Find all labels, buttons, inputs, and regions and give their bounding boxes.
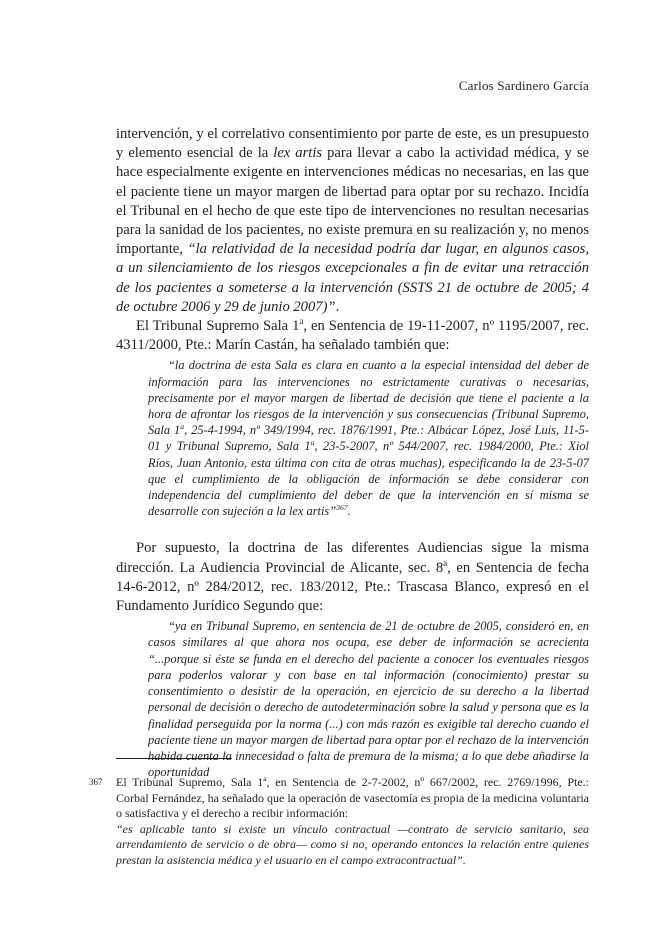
footnote-quote: “es aplicable tanto si existe un vínculo contractual —contrato de servicio sanitario, sea arrendamiento de servicio o de obra— como si no, operando entonces la relación entre quienes prestan la asistencia médica y el usuario en el campo extracontractual”. bbox=[116, 821, 589, 867]
inline-quotation: “la relatividad de la necesidad podría dar lugar, en algunos casos, a un silenciamiento de los riesgos excepcionales a fin de evitar una retracción de los pacientes a someterse a la intervención (SSTS 21 de octubre de 2005; 4 de octubre 2006 y 29 de junio 2007)” bbox=[116, 241, 589, 315]
superscript: a bbox=[299, 316, 304, 327]
text-run: , 23-5-2007, nº 544/2007, rec. 1984/2000, Pte.: Xiol Ríos, Juan Antonio, esta última con cita de otras muchas), especificando la de 23-5-07 que el cumplimiento de la obligación de información se debe considerar con independencia del cumplimiento del deber de que la intervención en sí misma se desarrolle con sujeción a la lex artis” bbox=[148, 439, 589, 519]
superscript: a bbox=[263, 774, 267, 783]
text-run: . bbox=[335, 298, 340, 315]
text-run: El Tribunal Supremo, Sala 1 bbox=[116, 775, 264, 789]
footnote-text bbox=[116, 775, 589, 822]
main-text bbox=[116, 125, 589, 780]
footnote-reference: 367 bbox=[336, 503, 348, 513]
paragraph-tribunal-supremo bbox=[116, 317, 589, 355]
text-run: intervención, y el correlativo consentimiento por parte de este, es un presupuesto y elemento esencial de la bbox=[116, 126, 589, 162]
text-run: Por supuesto, la doctrina de las diferentes Audiencias sigue la misma dirección. La Audiencia Provincial de Alicante, sec. 8 bbox=[116, 540, 589, 576]
text-run: , 25-4-1994, nº 349/1994, rec. 1876/1991, Pte.: Albácar López, José Luis, 11-5-01 y Tribunal Supremo, Sala 1 bbox=[148, 423, 589, 454]
text-run: , en Sentencia de 19-11-2007, nº 1195/2007, rec. 4311/2000, Pte.: Marín Castán, ha señalado también que: bbox=[116, 318, 589, 354]
superscript: a bbox=[310, 438, 315, 448]
block-quote-2: “ya en Tribunal Supremo, en sentencia de 21 de octubre de 2005, consideró en, en casos similares al que ahora nos ocupa, ese deber de información se acrecienta “...porque si éste se funda en el derecho del paciente a conocer los eventuales riesgos para poderlos valorar y con base en tal información (conocimiento) prestar su consentimiento o desistir de la operación, en ejercicio de su derecho a la libertad personal de decisión o derecho de autodeterminación sobre la salud y persona que es la finalidad perseguida por la norma (...) con más razón es exigible tal derecho cuando el paciente tiene un mayor margen de libertad para optar por el rechazo de la intervención habida cuenta la innecesidad o falta de premura de la misma; a lo que debe añadirse la oportunidad bbox=[148, 619, 589, 780]
text-run: , en Sentencia de fecha 14-6-2012, nº 284/2012, rec. 183/2012, Pte.: Trascasa Blanco, expresó en el Fundamento Jurídico Segundo que: bbox=[116, 559, 589, 615]
text-run: “la doctrina de esta Sala es clara en cuanto a la especial intensidad del deber de información para las intervenciones no estrictamente curativas o necesarias, precisamente por el mayor margen de libertad de decisión que tiene el paciente a la hora de afrontar los riesgos de la intervención y sus consecuencias (Tribunal Supremo, Sala 1 bbox=[148, 358, 589, 438]
running-header-author: Carlos Sardinero García bbox=[458, 78, 589, 93]
paragraph-gap bbox=[116, 519, 589, 539]
paragraph-continuation bbox=[116, 125, 589, 317]
text-run: El Tribunal Supremo Sala 1 bbox=[136, 318, 300, 335]
text-run: , en Sentencia de 2-7-2002, nº 667/2002, rec. 2769/1996, Pte.: Corbal Fernández, ha señalado que la operación de vasectomía es propia de la medicina voluntaria o satisfactiva y el derecho a recibir información: bbox=[116, 775, 589, 821]
text-run: para llevar a cabo la actividad médica, y se hace especialmente exigente en intervenciones médicas no necesarias, en las que el paciente tiene un mayor margen de libertad para optar por su rechazo. Incidía el Tribunal en el hecho de que este tipo de intervenciones no resultan necesarias para la sanidad de los pacientes, no existe premura en su realización y, no menos importante, bbox=[116, 145, 589, 258]
footnote-separator bbox=[116, 758, 232, 759]
italic-term: lex artis bbox=[273, 145, 323, 162]
block-quote-1 bbox=[148, 357, 589, 519]
paragraph-audiencias bbox=[116, 539, 589, 616]
superscript: a bbox=[443, 557, 448, 568]
footnote bbox=[89, 774, 589, 869]
footnote-number: 367 bbox=[89, 777, 103, 787]
superscript: a bbox=[180, 422, 185, 432]
text-run: . bbox=[347, 504, 351, 519]
